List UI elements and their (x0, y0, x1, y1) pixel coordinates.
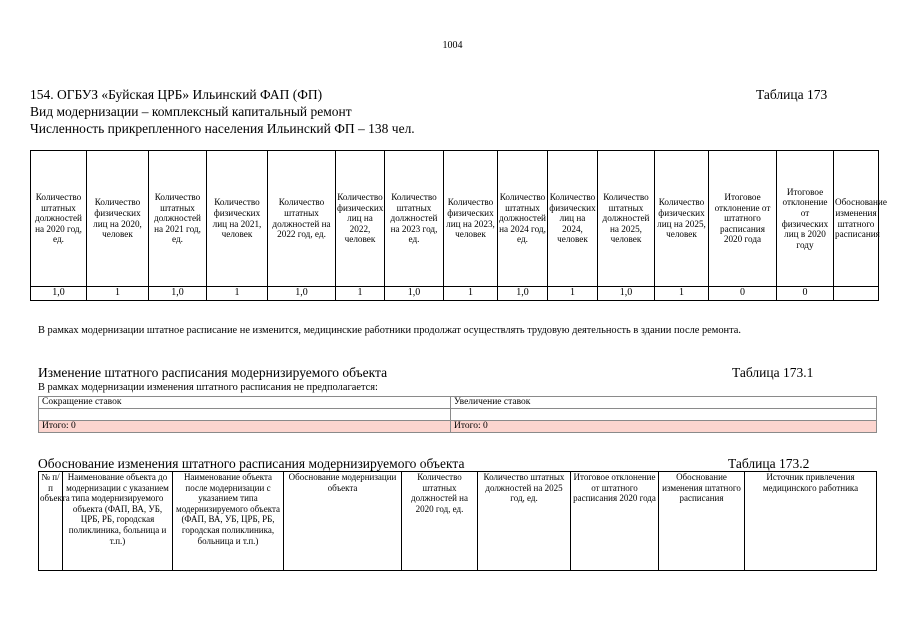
table-cell: 1,0 (149, 287, 207, 301)
table-row (31, 287, 879, 301)
table-cell: 1 (87, 287, 149, 301)
section-1731-title: Изменение штатного расписания модернизируемого объекта (38, 365, 388, 380)
table-173-ref: Таблица 173 (756, 87, 828, 102)
reduction-header: Сокращение ставок (39, 397, 451, 409)
table-1732-header: № п/п объекта (39, 472, 63, 571)
table-173-header: Количество физических лиц на 2020, человек (87, 151, 149, 287)
table-cell: 1,0 (268, 287, 336, 301)
table-cell: 1,0 (498, 287, 548, 301)
table-1732-header: Обоснование изменения штатного расписания (659, 472, 745, 571)
population-line: Численность прикрепленного населения Ильинский ФП – 138 чел. (30, 121, 415, 136)
table-cell: 0 (777, 287, 834, 301)
table-cell: 1,0 (385, 287, 444, 301)
increase-header: Увеличение ставок (451, 397, 877, 409)
table-cell: 1 (655, 287, 709, 301)
table-173-header: Обоснование изменения штатного расписания (834, 151, 879, 287)
table-1732-header-row (39, 472, 877, 571)
table-cell: 1,0 (598, 287, 655, 301)
table-1732-ref: Таблица 173.2 (728, 456, 810, 471)
table-1732 (38, 471, 877, 571)
table-cell (834, 287, 879, 301)
table-173-header: Количество физических лиц на 2021, человек (207, 151, 268, 287)
reduction-total: Итого: 0 (39, 421, 451, 433)
table-173-header: Количество штатных должностей на 2022 год, ед. (268, 151, 336, 287)
reduction-cell (39, 409, 451, 421)
table-173-header: Количество штатных должностей на 2020 год, ед. (31, 151, 87, 287)
table-173-header: Количество штатных должностей на 2024 год, ед. (498, 151, 548, 287)
table-cell: 1,0 (31, 287, 87, 301)
table-173-header: Количество физических лиц на 2025, человек (655, 151, 709, 287)
table-173-header: Количество штатных должностей на 2025, человек (598, 151, 655, 287)
table-173-header: Итоговое отклонение от штатного расписания 2020 года (709, 151, 777, 287)
table-173-header: Количество штатных должностей на 2021 год, ед. (149, 151, 207, 287)
table-1732-header: Количество штатных должностей на 2025 год, ед. (478, 472, 571, 571)
table-cell: 0 (709, 287, 777, 301)
modernization-type: Вид модернизации – комплексный капитальный ремонт (30, 104, 352, 119)
section-1731-subtitle: В рамках модернизации изменения штатного расписания не предполагается: (38, 382, 378, 393)
table-173-header: Количество физических лиц на 2024, человек (548, 151, 598, 287)
table-173-header-row (31, 151, 879, 287)
increase-total: Итого: 0 (451, 421, 877, 433)
table-1731-ref: Таблица 173.1 (732, 365, 814, 380)
table-1732-header: Обоснование модернизации объекта (284, 472, 402, 571)
table-cell: 1 (548, 287, 598, 301)
table-1732-header: Наименование объекта после модернизации с указанием типа модернизируемого объекта (ФАП, ВА, УБ, ЦРБ, РБ, городская поликлиника, больница и т.п.) (173, 472, 284, 571)
table-cell: 1 (207, 287, 268, 301)
page-number: 1004 (442, 40, 463, 51)
table-1732-header: Количество штатных должностей на 2020 год, ед. (402, 472, 478, 571)
table-173-header: Количество физических лиц на 2023, человек (444, 151, 498, 287)
table-173-header: Количество штатных должностей на 2023 год, ед. (385, 151, 444, 287)
table-cell: 1 (444, 287, 498, 301)
table-1732-header: Источник привлечения медицинского работника (745, 472, 877, 571)
table-173-header: Итоговое отклонение от физических лиц в 2020 году (777, 151, 834, 287)
staffing-note: В рамках модернизации штатное расписание не изменится, медицинские работники продолжат осуществлять трудовую деятельность в здании после ремонта. (38, 325, 741, 336)
increase-cell (451, 409, 877, 421)
table-1731 (38, 396, 877, 433)
section-1732-title: Обоснование изменения штатного расписания модернизируемого объекта (38, 456, 465, 471)
table-173-header: Количество физических лиц на 2022, человек (336, 151, 385, 287)
table-173 (30, 150, 887, 301)
facility-title: 154. ОГБУЗ «Буйская ЦРБ» Ильинский ФАП (ФП) (30, 87, 323, 102)
table-1732-header: Итоговое отклонение от штатного расписания 2020 года (571, 472, 659, 571)
table-cell: 1 (336, 287, 385, 301)
table-1732-header: Наименование объекта до модернизации с указанием типа модернизируемого объекта (ФАП, ВА, УБ, ЦРБ, РБ, городская поликлиника, больница и т.п.) (63, 472, 173, 571)
